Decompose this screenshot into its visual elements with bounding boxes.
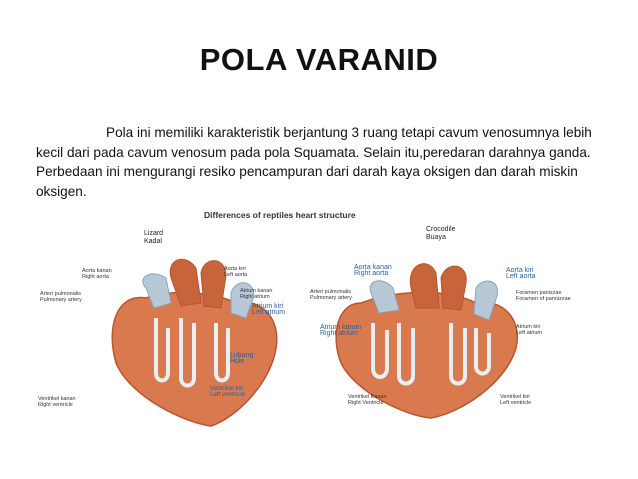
- label-en: Right Ventricle: [348, 400, 384, 407]
- heart-structure-figure: [36, 208, 574, 436]
- label-id: Lubang: [230, 352, 254, 359]
- label-en: Right ventricle: [38, 402, 73, 409]
- lizard-label-aorta-right: [82, 268, 112, 280]
- label-id: Arteri pulmonalis: [310, 289, 351, 295]
- croc-label-vent-left: [500, 394, 531, 406]
- lizard-label-pulm-artery: [40, 291, 82, 303]
- label-en: Right atrium: [240, 294, 270, 301]
- crocodile-heading: [426, 226, 456, 242]
- label-en: Pulmonary artery: [310, 295, 352, 302]
- lizard-name-id: Kadal: [144, 238, 162, 245]
- slide-paragraph: [36, 123, 616, 201]
- label-en: Pulmonary artery: [40, 297, 82, 304]
- paragraph-rest: lebih kecil dari pada cavum venosum pada pola Squamata. Selain itu,peredaran darahnya ganda. Perbedaan ini mengurangi resiko pencampuran dari darah kaya oksigen dan darah miskin oksigen.: [36, 125, 592, 199]
- label-id: Ventrikel kiri: [500, 394, 530, 400]
- lizard-label-vent-left: [210, 386, 245, 398]
- lizard-label-atrium-right: [240, 288, 272, 300]
- label-id: Ventrikel Kanan: [348, 394, 387, 400]
- label-en: Left atrium: [516, 330, 542, 337]
- lizard-label-aorta-left: [224, 266, 247, 278]
- croc-label-atrium-left: [516, 324, 542, 336]
- croc-label-foramen: [516, 290, 571, 302]
- croc-label-aorta-left: [506, 268, 536, 280]
- label-id: Foramen of pannizzae: [516, 296, 571, 303]
- lizard-heading: [144, 230, 163, 246]
- label-id: Ventrikel kanan: [38, 396, 76, 402]
- label-id: Atrium kiri: [252, 303, 284, 310]
- crocodile-name-id: Buaya: [426, 234, 446, 241]
- label-en: Left ventricle: [500, 400, 532, 407]
- slide-title: POLA VARANID: [199, 42, 439, 77]
- lizard-heart-diagram: [76, 248, 316, 428]
- croc-label-aorta-right: [354, 265, 392, 277]
- lizard-label-hole: [230, 353, 253, 365]
- label-id: Aorta kanan: [82, 268, 112, 274]
- label-en: Left atrium: [252, 309, 286, 317]
- label-id: Atrium kanan: [240, 288, 273, 294]
- label-en: Foramen panizzae: [516, 290, 562, 296]
- label-en: Left aorta: [224, 272, 248, 279]
- croc-label-pulm-artery: [310, 289, 352, 301]
- label-en: Left ventricle: [210, 391, 246, 399]
- croc-label-vent-right: [348, 394, 387, 406]
- label-en: Right aorta: [354, 270, 389, 278]
- label-id: Atrium kanan: [320, 324, 362, 331]
- croc-label-atrium-right: [320, 325, 361, 337]
- label-id: Aorta kanan: [354, 264, 392, 271]
- label-en: Right atrium: [320, 330, 358, 338]
- label-id: Ventrikel kiri: [210, 385, 244, 392]
- label-id: Aorta kiri: [224, 266, 246, 272]
- label-en: Left aorta: [506, 273, 536, 281]
- label-en: Hole: [230, 358, 245, 366]
- lizard-label-vent-right: [38, 396, 76, 408]
- label-en: Right aorta: [82, 274, 109, 281]
- label-id: Aorta kiri: [506, 267, 534, 274]
- label-id: Arteri pulmonalis: [40, 291, 81, 297]
- label-id: Atrium kiri: [516, 324, 541, 330]
- lizard-name-en: Lizard: [144, 230, 164, 237]
- paragraph-first-line: Pola ini memiliki karakteristik berjantung 3 ruang tetapi cavum venosumnya: [106, 125, 560, 140]
- figure-title: Differences of reptiles heart structure: [204, 210, 356, 220]
- crocodile-name-en: Crocodile: [426, 226, 456, 233]
- lizard-label-atrium-left: [252, 304, 285, 316]
